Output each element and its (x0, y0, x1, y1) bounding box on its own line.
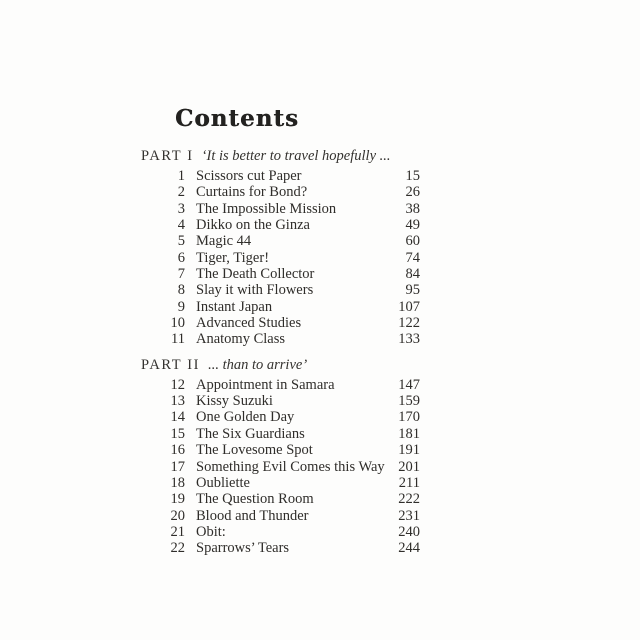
chapter-title: Appointment in Samara (196, 376, 335, 393)
chapter-title: Slay it with Flowers (196, 282, 314, 299)
toc-row (141, 442, 420, 458)
chapter-title: Dikko on the Ginza (196, 217, 310, 234)
chapter-page-number: 231 (398, 507, 420, 524)
chapter-title: Anatomy Class (196, 331, 286, 348)
toc-row (141, 168, 420, 184)
chapter-number: 5 (177, 233, 185, 250)
toc-row (141, 524, 420, 540)
toc-row (141, 217, 420, 233)
chapter-page-number: 49 (405, 217, 420, 234)
chapter-page-number: 191 (398, 442, 420, 459)
chapter-number: 12 (170, 376, 185, 393)
chapter-page-number: 147 (398, 376, 420, 393)
chapter-number: 1 (177, 168, 185, 184)
chapter-page-number: 181 (398, 425, 420, 442)
chapter-title: One Golden Day (196, 409, 295, 426)
toc-row (141, 282, 420, 298)
chapter-title: Sparrows’ Tears (196, 540, 290, 557)
toc-row (141, 250, 420, 266)
page-title: Contents (175, 105, 299, 132)
toc-row (141, 184, 420, 200)
chapter-number: 21 (170, 523, 185, 540)
toc-row (141, 377, 420, 393)
toc-row (141, 233, 420, 249)
chapter-page-number: 15 (405, 168, 420, 184)
chapter-page-number: 133 (398, 331, 420, 348)
chapter-number: 14 (170, 409, 185, 426)
chapter-number: 11 (171, 331, 185, 348)
chapter-title: The Question Room (196, 491, 314, 508)
chapter-title: The Lovesome Spot (196, 442, 313, 459)
chapter-number: 2 (177, 184, 185, 201)
part-label: PART II (141, 356, 201, 373)
toc-row (141, 299, 420, 315)
chapter-number: 16 (170, 442, 185, 459)
chapter-number: 15 (170, 425, 185, 442)
chapter-number: 20 (170, 507, 185, 524)
table-of-contents (141, 148, 420, 557)
chapter-title: Tiger, Tiger! (196, 249, 270, 266)
chapter-title: Obit: (196, 523, 226, 540)
chapter-page-number: 222 (398, 491, 420, 508)
chapter-title: The Death Collector (196, 266, 315, 283)
toc-part (141, 357, 420, 557)
chapter-title: The Six Guardians (196, 425, 305, 442)
part-label: PART I (141, 148, 194, 164)
toc-part (141, 148, 420, 348)
chapter-page-number: 240 (398, 523, 420, 540)
chapter-number: 19 (170, 491, 185, 508)
chapter-page-number: 159 (398, 393, 420, 410)
chapter-number: 10 (170, 315, 185, 332)
toc-row (141, 315, 420, 331)
chapter-title: Scissors cut Paper (196, 168, 302, 184)
chapter-page-number: 38 (405, 200, 420, 217)
toc-row (141, 201, 420, 217)
toc-row (141, 508, 420, 524)
chapter-number: 7 (177, 266, 185, 283)
part-subtitle: ‘It is better to travel hopefully ... (201, 148, 391, 164)
chapter-page-number: 95 (405, 282, 420, 299)
chapter-title: Something Evil Comes this Way (196, 458, 385, 475)
chapter-title: Kissy Suzuki (196, 393, 273, 410)
chapter-number: 13 (170, 393, 185, 410)
chapter-title: Blood and Thunder (196, 507, 309, 524)
chapter-page-number: 60 (405, 233, 420, 250)
toc-row (141, 540, 420, 556)
chapter-page-number: 26 (405, 184, 420, 201)
toc-row (141, 409, 420, 425)
toc-row (141, 393, 420, 409)
chapter-rows (141, 168, 420, 348)
chapter-number: 9 (177, 298, 185, 315)
chapter-page-number: 74 (405, 249, 420, 266)
chapter-number: 17 (170, 458, 185, 475)
chapter-page-number: 84 (405, 266, 420, 283)
chapter-number: 22 (170, 540, 185, 557)
toc-row (141, 331, 420, 347)
chapter-number: 6 (177, 249, 185, 266)
chapter-title: Advanced Studies (196, 315, 302, 332)
part-heading (141, 148, 420, 165)
part-subtitle: ... than to arrive’ (208, 356, 308, 373)
chapter-title: Instant Japan (196, 298, 273, 315)
chapter-title: Magic 44 (196, 233, 252, 250)
chapter-page-number: 122 (398, 315, 420, 332)
chapter-title: Curtains for Bond? (196, 184, 308, 201)
chapter-page-number: 170 (398, 409, 420, 426)
chapter-rows (141, 377, 420, 557)
chapter-number: 8 (177, 282, 185, 299)
toc-row (141, 475, 420, 491)
chapter-number: 18 (170, 474, 185, 491)
chapter-page-number: 201 (398, 458, 420, 475)
toc-row (141, 266, 420, 282)
chapter-page-number: 107 (398, 298, 420, 315)
chapter-title: Oubliette (196, 474, 250, 491)
toc-row (141, 491, 420, 507)
toc-row (141, 459, 420, 475)
toc-row (141, 426, 420, 442)
chapter-title: The Impossible Mission (196, 200, 337, 217)
part-heading (141, 357, 420, 374)
chapter-number: 4 (177, 217, 185, 234)
chapter-number: 3 (177, 200, 185, 217)
chapter-page-number: 244 (398, 540, 420, 557)
chapter-page-number: 211 (398, 474, 420, 491)
